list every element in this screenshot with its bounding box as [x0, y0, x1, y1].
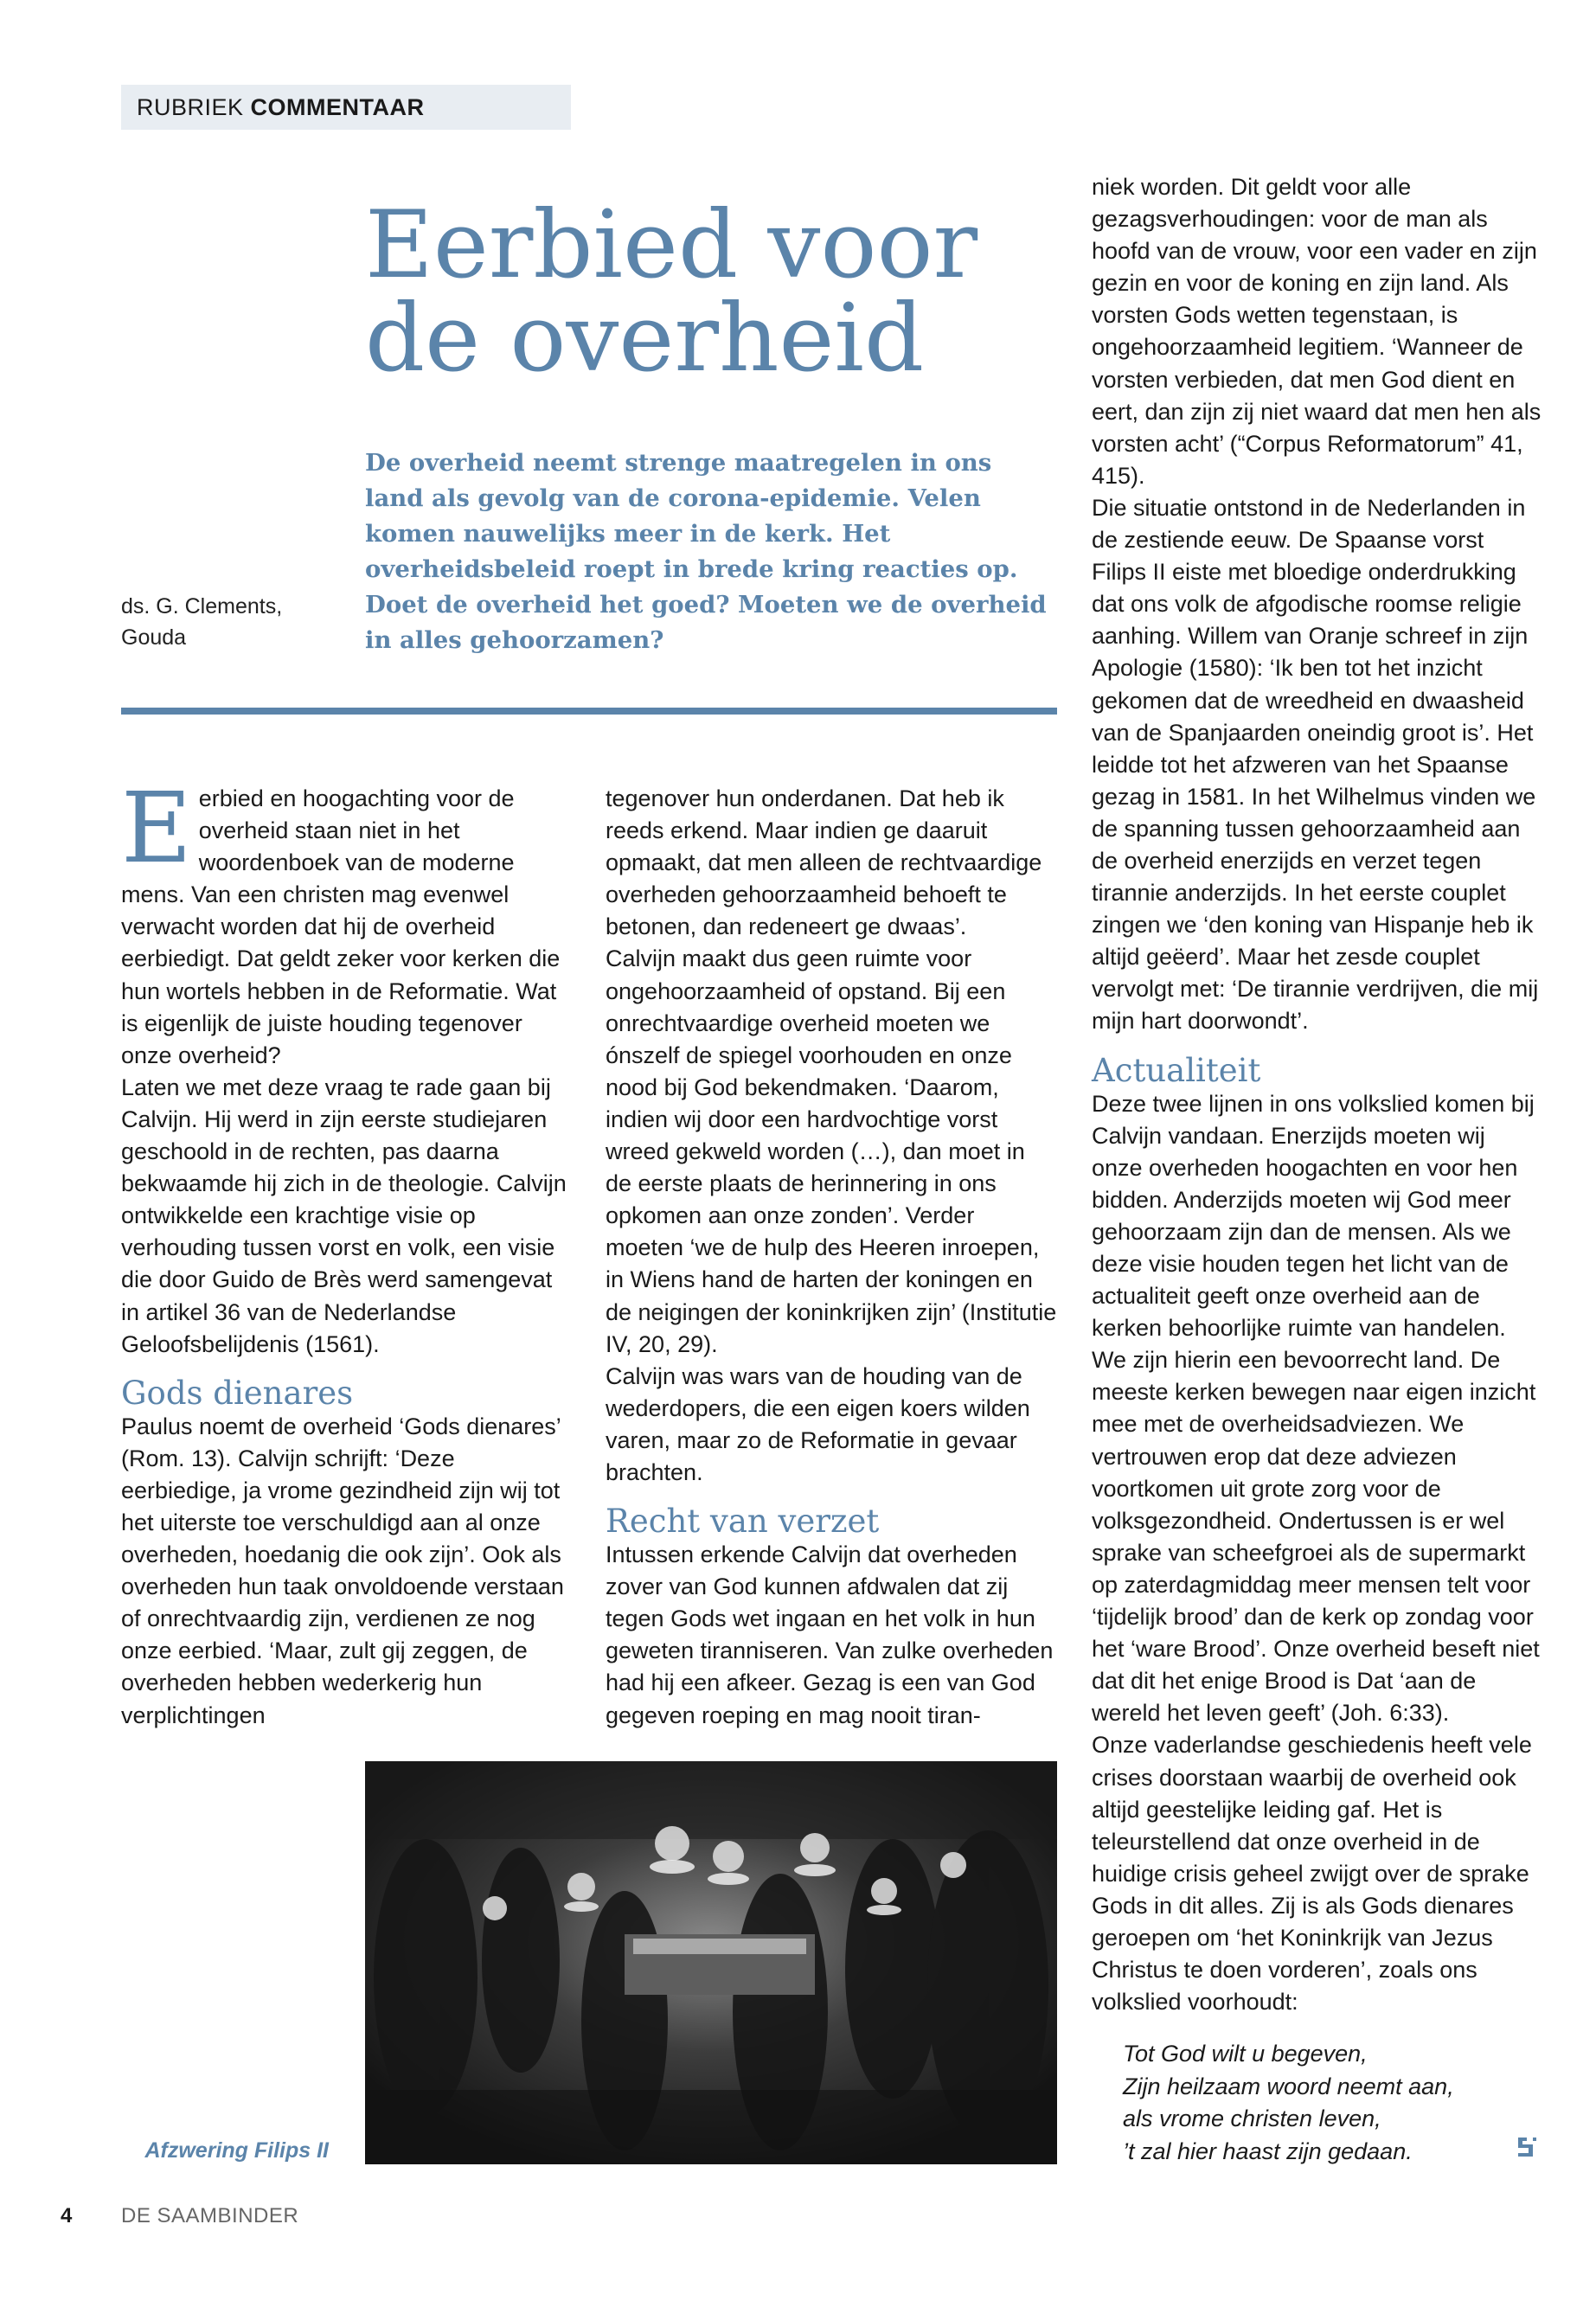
drop-cap: E: [121, 772, 192, 885]
paragraph: niek worden. Dit geldt voor alle gezagsverhoudingen: voor de man als hoofd van de vrouw, voor een vader en zijn gezin en voor de koning en zijn land. Als vorsten Gods wetten tegenstaan, is ongehoorzaamheid legitiem. ‘Wanneer de vorsten verbieden, dat men God dient en eert, dan zijn zij niet waard dat men hen als vorsten acht’ (“Corpus Reformatorum” 41, 415).: [1092, 174, 1542, 489]
author-byline: [121, 591, 320, 653]
paragraph: Calvijn maakt dus geen ruimte voor ongehoorzaamheid of opstand. Bij een onrechtvaardige overheid moeten we ónszelf de spiegel voorhouden en onze nood bij God bekendmaken. ‘Daarom, indien wij door een hardvochtige vorst wreed gekweld worden (…), dan moet in de eerste plaats de herinnering in ons opkomen aan onze zonden’. Verder moeten ‘we de hulp des Heeren inroepen, in Wiens hand de harten der koningen en de neigingen der koninkrijken zijn’ (Institutie IV, 20, 29).: [606, 945, 1057, 1357]
column-1: [121, 772, 571, 1732]
paragraph: Deze twee lijnen in ons volkslied komen bij Calvijn vandaan. Enerzijds moeten wij onze overheden hoogachten en voor hen bidden. Anderzijds moeten wij God meer gehoorzaam zijn dan de mensen. Als we deze visie houden tegen het licht van de actualiteit geeft onze overheid aan de kerken behoorlijke ruimte van handelen. We zijn hierin een bevoorrecht land. De meeste kerken bewegen naar eigen inzicht mee met de overheidsadviezen. We vertrouwen erop dat deze adviezen voortkomen uit grote zorg voor de volksgezondheid. Ondertussen is er wel sprake van scheefgroei als de supermarkt op zaterdagmiddag meer mensen telt voor ‘tijdelijk brood’ dan de kerk op zondag voor het ‘ware Brood’. Onze overheid beseft niet dat dit het enige Brood is Dat ‘aan de wereld het leven geeft’ (Joh. 6:33).: [1092, 1090, 1540, 1727]
poem-line: Tot God wilt u begeven,: [1123, 2041, 1368, 2067]
subheading-actualiteit: Actualiteit: [1092, 1051, 1261, 1089]
historical-painting: [365, 1761, 1057, 2164]
subheading-recht-van-verzet: Recht van verzet: [606, 1503, 880, 1541]
paragraph: Onze vaderlandse geschiedenis heeft vele crises doorstaan waarbij de overheid ook altijd geestelijke leiding gaf. Het is teleurstellend dat onze overheid in de huidige crisis geheel zwijgt over de sprake Gods in dit alles. Zij is als Gods dienares geroepen om ‘het Koninkrijk van Jezus Christus te doen vorderen’, zoals ons volkslied voorhoudt:: [1092, 1732, 1532, 2016]
paragraph: Intussen erkende Calvijn dat overheden zover van God kunnen afdwalen dat zij tegen Gods wet ingaan en het volk in hun geweten tiranniseren. Van zulke overheden had hij een afkeer. Gezag is een van God gegeven roeping en mag nooit tiran-: [606, 1541, 1054, 1728]
column-2: [606, 783, 1057, 1732]
article-title: [365, 191, 1022, 393]
author-name: ds. G. Clements,: [121, 594, 283, 619]
rubriek-name: COMMENTAAR: [250, 94, 425, 120]
divider-rule: [121, 708, 1057, 715]
paragraph: Paulus noemt de overheid ‘Gods dienares’ (Rom. 13). Calvijn schrijft: ‘Deze eerbiedige, ja vrome gezindheid zijn wij tot het uiterste toe verschuldigd aan al onze overheden, hoedanig die ook zijn’. Ook als overheden hun taak onvoldoende verstaan of onrechtvaardig zijn, verdienen ze nog onze eerbied. ‘Maar, zult gij zeggen, de overheden hebben wederkerig hun verplichtingen: [121, 1413, 564, 1728]
poem-line: Zijn heilzaam woord neemt aan,: [1123, 2073, 1454, 2099]
title-line-1: Eerbied voor: [365, 191, 978, 299]
subheading-gods-dienares: Gods dienares: [121, 1374, 354, 1412]
paragraph: Laten we met deze vraag te rade gaan bij Calvijn. Hij werd in zijn eerste studiejaren geschoold in de rechten, pas daarna bekwaamde hij zich in de theologie. Calvijn ontwikkelde een krachtige visie op verhouding tussen vorst en volk, een visie die door Guido de Brès werd samengevat in artikel 36 van de Nederlandse Geloofsbelijdenis (1561).: [121, 1074, 567, 1357]
section-label: [121, 85, 571, 130]
poem-line: ’t zal hier haast zijn gedaan.: [1123, 2138, 1413, 2164]
paragraph: tegenover hun onderdanen. Dat heb ik reeds erkend. Maar indien ge daaruit opmaakt, dat men alleen de rechtvaardige overheden gehoorzaamheid behoeft te betonen, dan redeneert ge dwaas’.: [606, 785, 1042, 940]
rubriek-label: RUBRIEK: [137, 94, 244, 120]
painting-image: [365, 1761, 1057, 2164]
author-place: Gouda: [121, 625, 187, 650]
paragraph: Calvijn was wars van de houding van de wederdopers, die een eigen koers wilden varen, maar zo de Reformatie in gevaar brachten.: [606, 1362, 1030, 1485]
page-number: 4: [61, 2204, 73, 2227]
magazine-name: DE SAAMBINDER: [121, 2204, 299, 2227]
paragraph: [121, 772, 571, 1072]
paragraph: Die situatie ontstond in de Nederlanden in de zestiende eeuw. De Spaanse vorst Filips II eiste met bloedige onderdrukking dat ons volk de afgodische roomse religie aanhing. Willem van Oranje schreef in zijn Apologie (1580): ‘Ik ben tot het inzicht gekomen dat de wreedheid en dwaasheid van de Spanjaarden oneindig groot is’. Het leidde tot het afzweren van het Spaanse gezag in 1581. In het Wilhelmus vinden we de spanning tussen gehoorzaamheid aan de overheid enerzijds en verzet tegen tirannie anderzijds. In het eerste couplet zingen we ‘den koning van Hispanje heb ik altijd geëerd’. Maar het zesde couplet vervolgt met: ‘De tirannie verdrijven, die mij mijn hart doorwondt’.: [1092, 494, 1539, 1035]
column-3: [1092, 171, 1542, 2018]
poem-line: als vrome christen leven,: [1123, 2106, 1381, 2131]
end-mark-icon: [1516, 2135, 1538, 2159]
title-line-2: de overheid: [365, 285, 925, 393]
image-caption: Afzwering Filips II: [144, 2138, 329, 2163]
poem-quote: [1123, 2038, 1495, 2168]
paragraph-text: erbied en hoogachting voor de overheid staan niet in het woordenboek van de moderne mens. Van een christen mag evenwel verwacht worden dat hij de overheid eerbiedigt. Dat geldt zeker voor kerken die hun wortels hebben in de Reformatie. Wat is eigenlijk de juiste houding tegenover onze overheid?: [121, 785, 561, 1068]
article-lead: De overheid neemt strenge maatregelen in ons land als gevolg van de corona-epidemie. Velen komen nauwelijks meer in de kerk. Het overheidsbeleid roept in brede kring reacties op. Doet de overheid het goed? Moeten we de overheid in alles gehoorzamen?: [365, 449, 1047, 654]
